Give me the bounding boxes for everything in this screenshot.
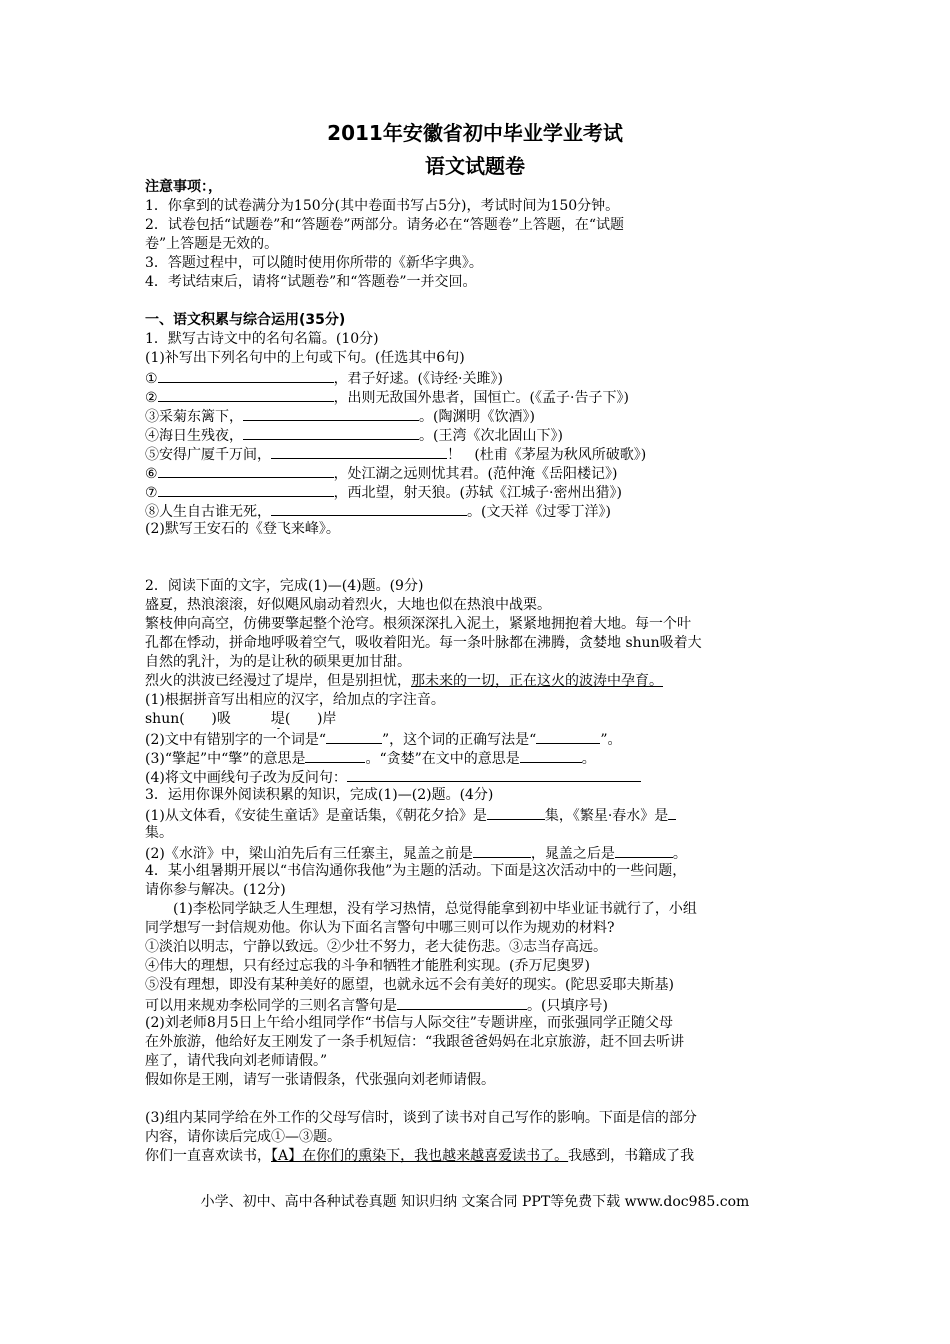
q4-sub2: 座了，请代我向刘老师请假。” bbox=[145, 1053, 328, 1069]
q1-line-2: ② ，出则无敌国外患者，国恒亡。(《孟子·告子下》) bbox=[145, 387, 810, 406]
answer-blank[interactable] bbox=[536, 729, 600, 744]
exam-subtitle: 语文试题卷 bbox=[425, 154, 525, 178]
answer-blank[interactable] bbox=[158, 387, 334, 402]
notice-item: 4．考试结束后，请将“试题卷”和“答题卷”一并交回。 bbox=[145, 274, 477, 290]
q1-line-8: ⑧人生自古谁无死， 。(文天祥《过零丁洋》) bbox=[145, 501, 810, 520]
q2-sub3: (3)“擎起”中“擎”的意思是 。“贪婪”在文中的意思是 。 bbox=[145, 748, 810, 767]
q4-sub1: 同学想写一封信规劝他。你认为下面名言警句中哪三则可以作为规劝的材料? bbox=[145, 920, 615, 936]
dotted-char: 堤 bbox=[270, 711, 285, 727]
section1-heading: 一、语文积累与综合运用(35分) bbox=[145, 312, 346, 328]
notice-heading: 注意事项：， bbox=[145, 179, 222, 195]
q3-sub2: (2)《水浒》中，梁山泊先后有三任寨主，晁盖之前是 ，晁盖之后是 。 bbox=[145, 843, 810, 862]
notice-item: 2．试卷包括“试题卷”和“答题卷”两部分。请务必在“答题卷”上答题，在“试题 bbox=[145, 217, 625, 233]
answer-blank[interactable] bbox=[520, 748, 582, 763]
answer-blank[interactable] bbox=[305, 748, 365, 763]
exam-body bbox=[145, 178, 810, 1166]
answer-blank[interactable] bbox=[158, 368, 334, 383]
q4-title: 请你参与解决。(12分) bbox=[145, 882, 286, 898]
q2-passage: 盛夏，热浪滚滚，好似飓风扇动着烈火，大地也似在热浪中战栗。 bbox=[145, 597, 551, 613]
answer-blank[interactable] bbox=[271, 444, 447, 459]
answer-blank[interactable] bbox=[158, 463, 334, 478]
q2-passage: 烈火的洪波已经漫过了堤岸，但是别担忧，那未来的一切，正在这火的波涛中孕育。 bbox=[145, 673, 663, 689]
q4-sub2: (2)刘老师8月5日上午给小组同学作“书信与人际交往”专题讲座，而张强同学正随父母 bbox=[145, 1015, 673, 1031]
q1-line-1: ① ，君子好逑。(《诗经·关雎》) bbox=[145, 368, 810, 387]
q2-passage: 繁枝伸向高空，仿佛要擎起整个沧穹。根须深深扎入泥土，紧紧地拥抱着大地。每一个叶 bbox=[145, 616, 691, 632]
q2-sub4: (4)将文中画线句子改为反问句： bbox=[145, 767, 810, 786]
answer-blank[interactable] bbox=[326, 729, 382, 744]
q1-part2: (2)默写王安石的《登飞来峰》。 bbox=[145, 521, 340, 537]
notice-item: 3．答题过程中，可以随时使用你所带的《新华字典》。 bbox=[145, 255, 483, 271]
q1-part1: (1)补写出下列名句中的上句或下句。(任选其中6句) bbox=[145, 350, 465, 366]
q4-answer-line: 可以用来规劝李松同学的三则名言警句是 。(只填序号) bbox=[145, 995, 810, 1014]
answer-blank[interactable] bbox=[158, 482, 334, 497]
answer-blank[interactable] bbox=[347, 767, 641, 782]
q4-sub1: (1)李松同学缺乏人生理想，没有学习热情，总觉得能拿到初中毕业证书就行了，小组 bbox=[173, 901, 697, 917]
quote-list: ④伟大的理想，只有经过忘我的斗争和牺牲才能胜利实现。(乔万尼奥罗) bbox=[145, 958, 590, 974]
answer-blank[interactable] bbox=[473, 843, 531, 858]
q4-sub2: 在外旅游，他给好友王刚发了一条手机短信：“我跟爸爸妈妈在北京旅游，赶不回去听讲 bbox=[145, 1034, 685, 1050]
q1-title: 1．默写古诗文中的名句名篇。(10分) bbox=[145, 331, 379, 347]
q2-pinyin-line: shun( )吸 堤( )岸 bbox=[145, 711, 337, 727]
underlined-sentence: 那未来的一切，正在这火的波涛中孕育。 bbox=[411, 673, 663, 689]
q4-letter-line: 你们一直喜欢读书，【A】在你们的熏染下，我也越来越喜爱读书了。我感到，书籍成了我 bbox=[145, 1148, 695, 1164]
q2-sub2: (2)文中有错别字的一个词是“ ”，这个词的正确写法是“ ”。 bbox=[145, 729, 810, 748]
answer-blank[interactable] bbox=[668, 805, 676, 820]
page-footer: 小学、初中、高中各种试卷真题 知识归纳 文案合同 PPT等免费下载 www.doc985.com bbox=[200, 1194, 750, 1210]
q2-passage: 孔都在悸动，拼命地呼吸着空气，吸收着阳光。每一条叶脉都在沸腾，贪婪地 shun吸着大 bbox=[145, 635, 702, 651]
answer-blank[interactable] bbox=[615, 843, 673, 858]
q3-title: 3．运用你课外阅读积累的知识，完成(1)—(2)题。(4分) bbox=[145, 787, 494, 803]
notice-item: 卷”上答题是无效的。 bbox=[145, 236, 279, 252]
underlined-sentence: 【A】在你们的熏染下，我也越来越喜爱读书了。 bbox=[271, 1148, 569, 1164]
q2-passage: 自然的乳汁，为的是让秋的硕果更加甘甜。 bbox=[145, 654, 411, 670]
answer-blank[interactable] bbox=[487, 805, 545, 820]
q3-sub1-end: 集。 bbox=[145, 825, 173, 841]
quote-list: ①淡泊以明志，宁静以致远。②少壮不努力，老大徒伤悲。③志当存高远。 bbox=[145, 939, 607, 955]
q3-sub1: (1)从文体看，《安徒生童话》是童话集，《朝花夕拾》是 集，《繁星·春水》是 bbox=[145, 805, 810, 824]
answer-blank[interactable] bbox=[243, 406, 419, 421]
q4-sub3: 内容，请你读后完成①—③题。 bbox=[145, 1129, 341, 1145]
q2-sub1: (1)根据拼音写出相应的汉字，给加点的字注音。 bbox=[145, 692, 445, 708]
q2-title: 2．阅读下面的文字，完成(1)—(4)题。(9分) bbox=[145, 578, 424, 594]
q4-title: 4．某小组暑期开展以“书信沟通你我他”为主题的活动。下面是这次活动中的一些问题， bbox=[145, 863, 687, 879]
q4-sub2: 假如你是王刚，请写一张请假条，代张强向刘老师请假。 bbox=[145, 1072, 495, 1088]
q1-line-5: ⑤安得广厦千万间， ！ (杜甫《茅屋为秋风所破歌》) bbox=[145, 444, 810, 463]
q1-line-3: ③采菊东篱下， 。(陶渊明《饮酒》) bbox=[145, 406, 810, 425]
q1-line-6: ⑥ ，处江湖之远则忧其君。(范仲淹《岳阳楼记》) bbox=[145, 463, 810, 482]
quote-list: ⑤没有理想，即没有某种美好的愿望，也就永远不会有美好的现实。(陀思妥耶夫斯基) bbox=[145, 977, 674, 993]
answer-blank[interactable] bbox=[397, 995, 527, 1010]
answer-blank[interactable] bbox=[271, 501, 467, 516]
q1-line-4: ④海日生残夜， 。(王湾《次北固山下》) bbox=[145, 425, 810, 444]
q4-sub3: (3)组内某同学给在外工作的父母写信时，谈到了读书对自己写作的影响。下面是信的部分 bbox=[145, 1110, 697, 1126]
exam-title: 2011年安徽省初中毕业学业考试 bbox=[327, 121, 623, 145]
q1-line-7: ⑦ ，西北望，射天狼。(苏轼《江城子·密州出猎》) bbox=[145, 482, 810, 501]
answer-blank[interactable] bbox=[243, 425, 419, 440]
notice-item: 1．你拿到的试卷满分为150分(其中卷面书写占5分)，考试时间为150分钟。 bbox=[145, 198, 620, 214]
